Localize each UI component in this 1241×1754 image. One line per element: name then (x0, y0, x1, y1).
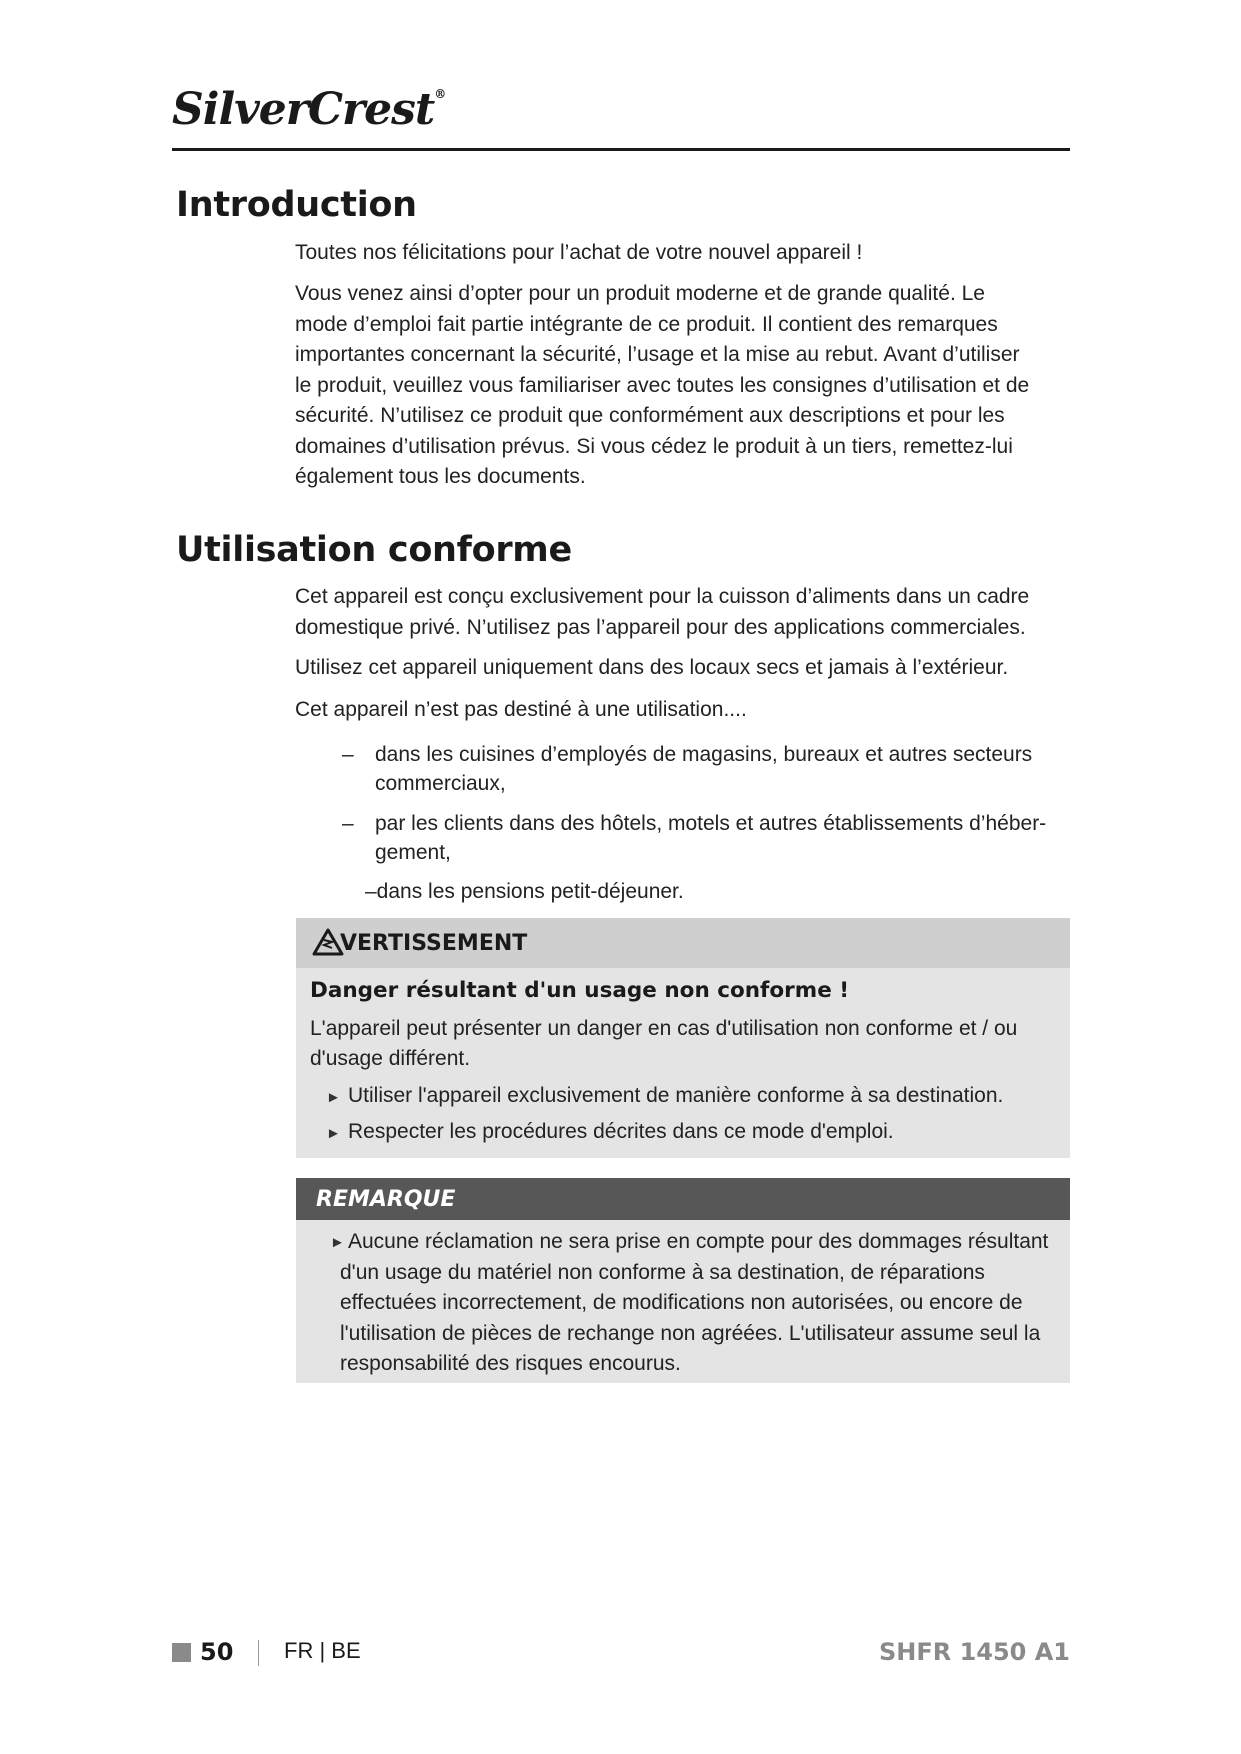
warning-text-line: d'usage différent. (310, 1047, 471, 1070)
section-title-usage: Utilisation conforme (176, 530, 572, 570)
remark-box (296, 1178, 1070, 1383)
usage-paragraph-1 (295, 582, 1070, 643)
arrow-right-icon: ► (326, 1089, 341, 1106)
remark-line: l'utilisation de pièces de rechange non agréées. L'utilisateur assume seul la (340, 1321, 1041, 1345)
list-item (342, 740, 1067, 798)
list-item (342, 809, 1067, 867)
usage-paragraph-3 (295, 695, 1070, 726)
brand-name: SilverCrest (172, 84, 435, 135)
intro-p2-line: le produit, veuillez vous familiariser avec toutes les consignes d’utilisation et de (295, 373, 1030, 397)
intro-p2-line: sécurité. N’utilisez ce produit que conformément aux descriptions et pour les (295, 404, 1005, 427)
intro-p1-text: Toutes nos félicitations pour l’achat de votre nouvel appareil ! (295, 241, 863, 264)
usage-p2-text: Utilisez cet appareil uniquement dans des locaux secs et jamais à l’extérieur. (295, 656, 1009, 679)
arrow-right-icon: ► (330, 1234, 345, 1251)
remark-line: effectuées incorrectement, de modifications non autorisées, ou encore de (340, 1291, 1023, 1314)
footer-language: FR | BE (284, 1638, 361, 1663)
list-dash: – (342, 743, 354, 766)
list-dash: – (342, 812, 354, 835)
brand-registered-mark: ® (434, 87, 446, 101)
list-item-line: dans les cuisines d’employés de magasins, bureaux et autres secteurs (375, 743, 1033, 766)
section-title-introduction: Introduction (176, 185, 417, 225)
usage-paragraph-2 (295, 653, 1070, 684)
footer-page-number: 50 (200, 1638, 234, 1666)
intro-p2-line: domaines d’utilisation prévus. Si vous cédez le produit à un tiers, remettez-lui (295, 434, 1013, 458)
list-item-last: –dans les pensions petit-déjeuner. (365, 880, 684, 903)
remark-line: d'un usage du matériel non conforme à sa destination, de réparations (340, 1260, 985, 1284)
intro-p2-line: importantes concernant la sécurité, l’usage et la mise au rebut. Avant d’utiliser (295, 343, 1020, 366)
warning-text (310, 1014, 1060, 1074)
intro-paragraph-1 (295, 238, 1070, 269)
warning-subtitle: Danger résultant d'un usage non conforme ! (310, 978, 850, 1003)
warning-bullet-text: Respecter les procédures décrites dans ce mode d'emploi. (348, 1120, 894, 1143)
usage-p1-line: domestique privé. N’utilisez pas l’appareil pour des applications commerciales. (295, 615, 1026, 639)
usage-p3-text: Cet appareil n’est pas destiné à une utilisation.... (295, 698, 747, 721)
usage-p1-line: Cet appareil est conçu exclusivement pour la cuisson d’aliments dans un cadre (295, 585, 1030, 608)
remark-header (296, 1178, 1070, 1220)
intro-p2-line: mode d’emploi fait partie intégrante de ce produit. Il contient des remarques (295, 312, 998, 336)
header-rule (172, 148, 1070, 151)
remark-title: REMARQUE (316, 1187, 456, 1212)
footer-separator (258, 1640, 259, 1666)
intro-p2-line: également tous les documents. (295, 465, 586, 488)
warning-text-line: L'appareil peut présenter un danger en cas d'utilisation non conforme et / ou (310, 1017, 1018, 1040)
footer-model: SHFR 1450 A1 (878, 1638, 1070, 1666)
warning-box (296, 918, 1070, 1158)
remark-line: responsabilité des risques encourus. (340, 1352, 681, 1375)
list-item-line: commerciaux, (375, 772, 506, 795)
intro-p2-line: Vous venez ainsi d’opter pour un produit moderne et de grande qualité. Le (295, 282, 985, 305)
usage-list (342, 740, 1067, 867)
remark-line: Aucune réclamation ne sera prise en compte pour des dommages résultant (348, 1230, 1049, 1253)
warning-header (296, 918, 1070, 968)
arrow-right-icon: ► (326, 1125, 341, 1142)
remark-text (340, 1227, 1072, 1380)
list-item-line: par les clients dans des hôtels, motels et autres établissements d’héber- (375, 812, 1047, 835)
brand-logo (172, 84, 446, 135)
warning-bullet (326, 1117, 894, 1149)
intro-paragraph-2 (295, 279, 1070, 493)
warning-bullet-text: Utiliser l'appareil exclusivement de manière conforme à sa destination. (348, 1084, 1004, 1107)
footer-square-icon (172, 1643, 191, 1662)
warning-title: VERTISSEMENT (340, 931, 528, 956)
warning-bullet (326, 1081, 1003, 1113)
list-item-line: gement, (375, 841, 451, 864)
